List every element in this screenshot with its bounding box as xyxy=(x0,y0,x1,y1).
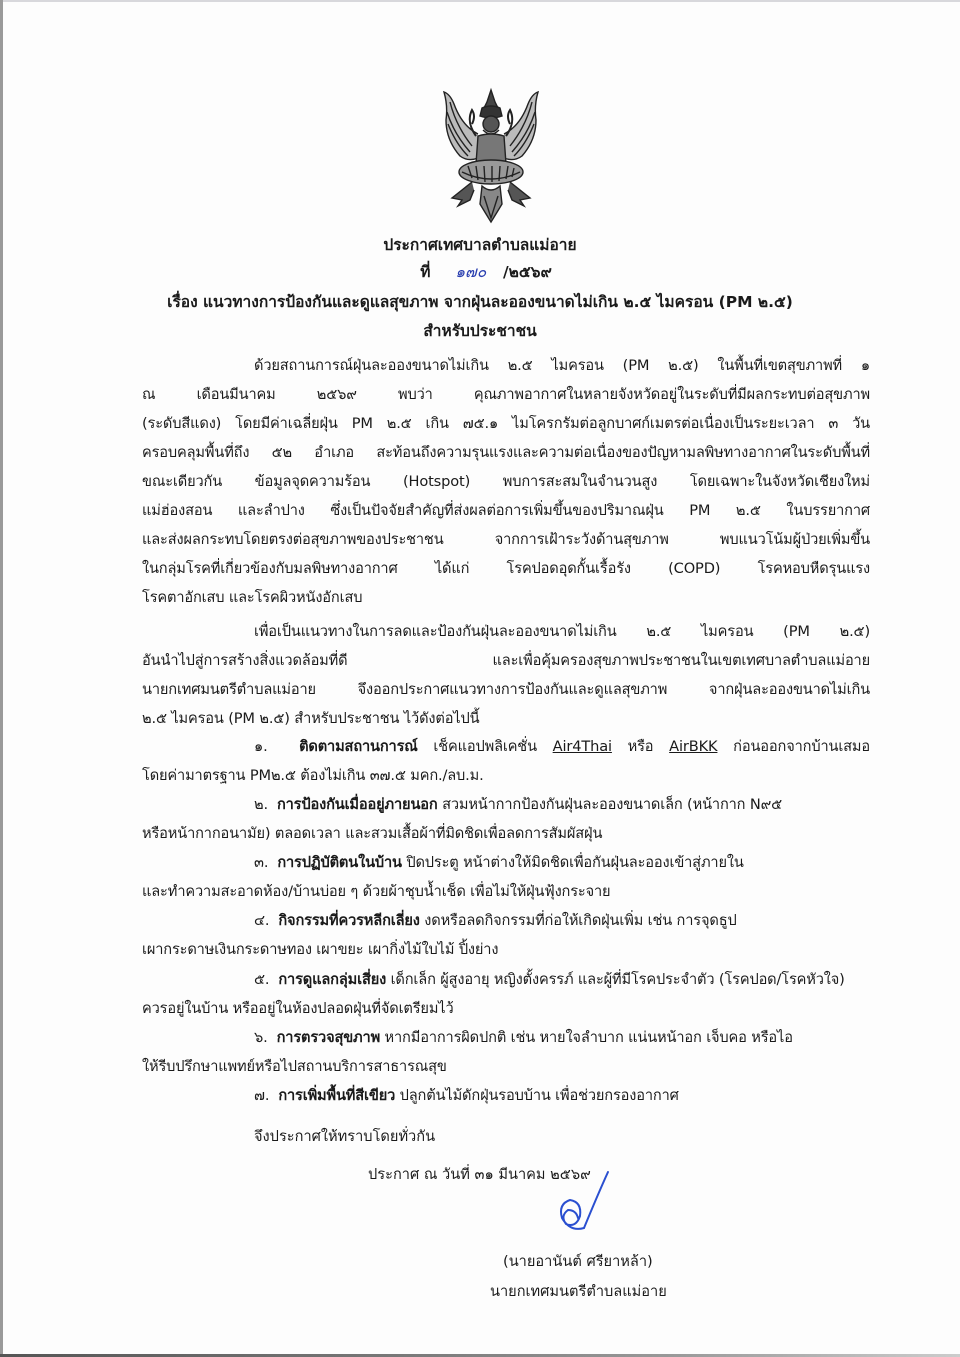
guideline-title: การตรวจสุขภาพ xyxy=(276,1029,381,1046)
paragraph-line: ครอบคลุมพื้นที่ถึง ๕๒ อำเภอ สะท้อนถึงความรุนแรงและความต่อเนื่องของปัญหามลพิษทางอากาศในระดับพื้นที่ xyxy=(142,444,870,461)
guideline-number: ๖. xyxy=(254,1029,268,1046)
guideline-text: ปิดประตู หน้าต่างให้มิดชิดเพื่อกันฝุ่นละอองเข้าสู่ภายใน xyxy=(401,854,744,871)
paragraph-line: ด้วยสถานการณ์ฝุ่นละอองขนาดไม่เกิน ๒.๕ ไมครอน (PM ๒.๕) ในพื้นที่เขตสุขภาพที่ ๑ xyxy=(254,357,870,374)
paragraph-line: ๒.๕ ไมครอน (PM ๒.๕) สำหรับประชาชน ไว้ดังต่อไปนี้ xyxy=(142,710,480,727)
guideline-text: หรือ xyxy=(611,738,670,755)
guideline-text: ก่อนออกจากบ้านเสมอ xyxy=(717,738,870,755)
airbkk-link[interactable]: AirBKK xyxy=(669,738,718,755)
guideline-text: หากมีอาการผิดปกติ เช่น หายใจลำบาก แน่นหน้าอก เจ็บคอ หรือไอ xyxy=(380,1029,793,1046)
paragraph-line: แม่ฮ่องสอน และลำปาง ซึ่งเป็นปัจจัยสำคัญที่ส่งผลต่อการเพิ่มขึ้นของปริมาณฝุ่น PM ๒.๕ ในบรรยากาศ xyxy=(142,502,870,519)
guideline-continuation: โดยค่ามาตรฐาน PM๒.๕ ต้องไม่เกิน ๓๗.๕ มคก./ลบ.ม. xyxy=(142,767,484,784)
guideline-number: ๕. xyxy=(254,971,270,988)
guideline-continuation: ให้รีบปรึกษาแพทย์หรือไปสถานบริการสาธารณสุข xyxy=(142,1058,447,1075)
guideline-title: การดูแลกลุ่มเสี่ยง xyxy=(278,971,387,988)
guideline-number: ๔. xyxy=(254,912,270,929)
paragraph-line: (ระดับสีแดง) โดยมีค่าเฉลี่ยฝุ่น PM ๒.๕ เกิน ๗๕.๑ ไมโครกรัมต่อลูกบาศก์เมตรต่อเนื่องเป็นระยะเวลา ๓ วัน xyxy=(142,415,870,432)
page-edge-left xyxy=(0,0,3,1357)
document-number xyxy=(6,259,960,284)
number-handwritten: ๑๗๐ xyxy=(455,263,487,281)
org-title: ประกาศเทศบาลตำบลแม่อาย xyxy=(383,236,577,254)
guideline-title: ติดตามสถานการณ์ xyxy=(299,738,418,755)
air4thai-link[interactable]: Air4Thai xyxy=(552,738,612,755)
closing-announcement: จึงประกาศให้ทราบโดยทั่วกัน xyxy=(254,1128,436,1145)
paragraph-line: ณ เดือนมีนาคม ๒๕๖๙ พบว่า คุณภาพอากาศในหลายจังหวัดอยู่ในระดับที่มีผลกระทบต่อสุขภาพ xyxy=(142,386,870,403)
paragraph-line: นายกเทศมนตรีตำบลแม่อาย จึงออกประกาศแนวทางการป้องกันและดูแลสุขภาพ จากฝุ่นละอองขนาดไม่เกิน xyxy=(142,681,870,698)
subject-line-1: เรื่อง แนวทางการป้องกันและดูแลสุขภาพ จากฝุ่นละอองขนาดไม่เกิน ๒.๕ ไมครอน (PM ๒.๕) xyxy=(167,293,793,311)
guideline-title: การปฏิบัติตนในบ้าน xyxy=(277,854,402,871)
guideline-number: ๓. xyxy=(254,854,269,871)
guideline-text: เช็คแอปพลิเคชั่น xyxy=(417,738,553,755)
paragraph-line: ขณะเดียวกัน ข้อมูลจุดความร้อน (Hotspot) พบการสะสมในจำนวนสูง โดยเฉพาะในจังหวัดเชียงใหม่ xyxy=(142,473,870,490)
guideline-item-4 xyxy=(254,911,870,931)
announcement-date: ประกาศ ณ วันที่ ๓๑ มีนาคม ๒๕๖๙ xyxy=(368,1166,591,1183)
guideline-title: กิจกรรมที่ควรหลีกเลี่ยง xyxy=(278,912,420,929)
guideline-text: เด็กเล็ก ผู้สูงอายุ หญิงตั้งครรภ์ และผู้ที่มีโรคประจำตัว (โรคปอด/โรคหัวใจ) xyxy=(386,971,845,988)
garuda-emblem-icon xyxy=(432,86,550,226)
paragraph-line: โรคตาอักเสบ และโรคผิวหนังอักเสบ xyxy=(142,589,363,606)
guideline-item-1 xyxy=(254,737,870,757)
paragraph-line: เพื่อเป็นแนวทางในการลดและป้องกันฝุ่นละอองขนาดไม่เกิน ๒.๕ ไมครอน (PM ๒.๕) xyxy=(254,623,870,640)
signer-name: (นายอานันต์ ศรียาหล้า) xyxy=(503,1253,653,1270)
guideline-text: สวมหน้ากากป้องกันฝุ่นละอองขนาดเล็ก (หน้ากาก N๙๕ xyxy=(437,796,783,813)
number-suffix: /๒๕๖๙ xyxy=(503,263,552,281)
guideline-number: ๒. xyxy=(254,796,268,813)
subject-line-2: สำหรับประชาชน xyxy=(423,322,537,340)
guideline-text: ปลูกต้นไม้ดักฝุ่นรอบบ้าน เพื่อช่วยกรองอากาศ xyxy=(395,1087,679,1104)
page-edge-top xyxy=(0,0,960,2)
guideline-title: การเพิ่มพื้นที่สีเขียว xyxy=(278,1087,396,1104)
guideline-continuation: หรือหน้ากากอนามัย) ตลอดเวลา และสวมเสื้อผ้าที่มิดชิดเพื่อลดการสัมผัสฝุ่น xyxy=(142,825,603,842)
guideline-title: การป้องกันเมื่ออยู่ภายนอก xyxy=(276,796,438,813)
guideline-number: ๑. xyxy=(254,738,268,755)
paragraph-line: และส่งผลกระทบโดยตรงต่อสุขภาพของประชาชน จากการเฝ้าระวังด้านสุขภาพ พบแนวโน้มผู้ป่วยเพิ่มขึ้น xyxy=(142,531,870,548)
guideline-item-5 xyxy=(254,970,870,990)
guideline-continuation: และทำความสะอาดห้อง/บ้านบ่อย ๆ ด้วยผ้าชุบน้ำเช็ด เพื่อไม่ให้ฝุ่นฟุ้งกระจาย xyxy=(142,883,611,900)
guideline-item-3 xyxy=(254,853,870,873)
guideline-item-7 xyxy=(254,1086,870,1106)
guideline-item-6 xyxy=(254,1028,870,1048)
paragraph-line: อันนำไปสู่การสร้างสิ่งแวดล้อมที่ดี และเพื่อคุ้มครองสุขภาพประชาชนในเขตเทศบาลตำบลแม่อาย xyxy=(142,652,870,669)
guideline-number: ๗. xyxy=(254,1087,270,1104)
guideline-item-2 xyxy=(254,795,870,815)
signer-title: นายกเทศมนตรีตำบลแม่อาย xyxy=(490,1283,667,1300)
guideline-text: งดหรือลดกิจกรรมที่ก่อให้เกิดฝุ่นเพิ่ม เช่น การจุดธูป xyxy=(419,912,737,929)
guideline-continuation: ควรอยู่ในบ้าน หรืออยู่ในห้องปลอดฝุ่นที่จัดเตรียมไว้ xyxy=(142,1000,454,1017)
paragraph-line: ในกลุ่มโรคที่เกี่ยวข้องกับมลพิษทางอากาศ ได้แก่ โรคปอดอุดกั้นเรื้อรัง (COPD) โรคหอบหืดรุนแรง xyxy=(142,560,870,577)
number-prefix: ที่ xyxy=(420,263,431,281)
handwritten-signature-icon xyxy=(540,1170,620,1245)
guideline-continuation: เผากระดาษเงินกระดาษทอง เผาขยะ เผากิ่งไม้ใบไม้ ปิ้งย่าง xyxy=(142,941,499,958)
